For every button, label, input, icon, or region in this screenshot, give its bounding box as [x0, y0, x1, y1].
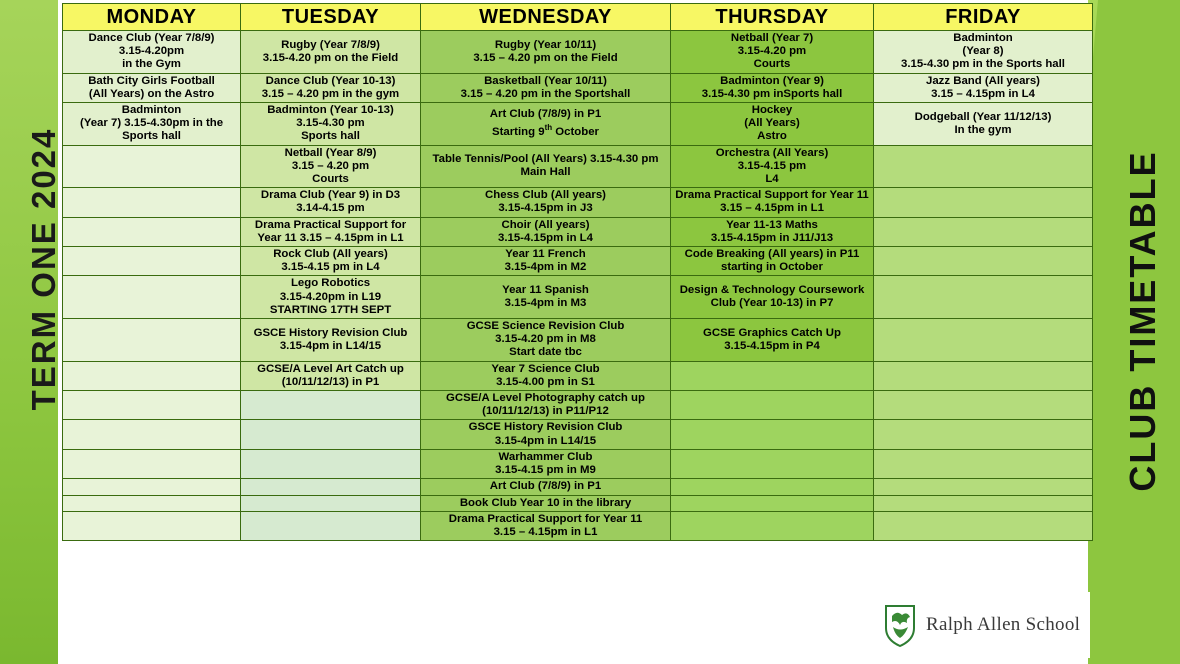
cell-thursday: Orchestra (All Years) 3.15-4.15 pm L4 [671, 145, 874, 188]
table-row [63, 276, 1093, 319]
table-row [63, 73, 1093, 102]
column-header-tuesday: TUESDAY [241, 4, 421, 31]
cell-friday [874, 247, 1093, 276]
cell-wednesday: Table Tennis/Pool (All Years) 3.15-4.30 pm Main Hall [421, 145, 671, 188]
cell-tuesday [241, 391, 421, 420]
table-row [63, 188, 1093, 217]
cell-tuesday: Drama Practical Support for Year 11 3.15 – 4.15pm in L1 [241, 217, 421, 246]
table-row [63, 103, 1093, 146]
cell-monday [63, 276, 241, 319]
term-title: TERM ONE 2024 [25, 127, 62, 411]
cell-thursday [671, 511, 874, 540]
cell-tuesday [241, 479, 421, 495]
cell-friday [874, 145, 1093, 188]
cell-wednesday: Year 11 French 3.15-4pm in M2 [421, 247, 671, 276]
cell-wednesday: GCSE/A Level Photography catch up (10/11/12/13) in P11/P12 [421, 391, 671, 420]
cell-thursday [671, 391, 874, 420]
cell-tuesday: Netball (Year 8/9) 3.15 – 4.20 pm Courts [241, 145, 421, 188]
cell-friday [874, 217, 1093, 246]
cell-monday: Dance Club (Year 7/8/9) 3.15-4.20pm in the Gym [63, 31, 241, 74]
column-header-thursday: THURSDAY [671, 4, 874, 31]
cell-wednesday: Art Club (7/8/9) in P1 Starting 9th October [421, 103, 671, 146]
school-name: Ralph Allen School [926, 614, 1081, 635]
table-row [63, 31, 1093, 74]
cell-friday [874, 276, 1093, 319]
cell-tuesday: Badminton (Year 10-13) 3.15-4.30 pm Sports hall [241, 103, 421, 146]
table-header-row [63, 4, 1093, 31]
cell-monday [63, 511, 241, 540]
cell-friday [874, 361, 1093, 390]
cell-monday [63, 217, 241, 246]
cell-friday [874, 449, 1093, 478]
cell-wednesday: GCSE Science Revision Club 3.15-4.20 pm in M8 Start date tbc [421, 319, 671, 362]
table-row [63, 247, 1093, 276]
cell-monday: Bath City Girls Football (All Years) on the Astro [63, 73, 241, 102]
table-row [63, 420, 1093, 449]
club-timetable [62, 3, 1093, 541]
cell-friday [874, 511, 1093, 540]
cell-tuesday [241, 449, 421, 478]
cell-thursday [671, 479, 874, 495]
cell-tuesday [241, 420, 421, 449]
cell-monday [63, 247, 241, 276]
table-row [63, 145, 1093, 188]
cell-monday [63, 361, 241, 390]
table-row [63, 449, 1093, 478]
table-row [63, 391, 1093, 420]
cell-tuesday: Drama Club (Year 9) in D3 3.14-4.15 pm [241, 188, 421, 217]
cell-thursday: Hockey (All Years) Astro [671, 103, 874, 146]
cell-monday [63, 420, 241, 449]
cell-tuesday [241, 511, 421, 540]
cell-wednesday: Year 7 Science Club 3.15-4.00 pm in S1 [421, 361, 671, 390]
cell-thursday [671, 449, 874, 478]
cell-monday [63, 188, 241, 217]
cell-wednesday: Book Club Year 10 in the library [421, 495, 671, 511]
cell-tuesday: Rock Club (All years) 3.15-4.15 pm in L4 [241, 247, 421, 276]
timetable-body [63, 31, 1093, 541]
table-row [63, 511, 1093, 540]
cell-friday [874, 391, 1093, 420]
column-header-monday: MONDAY [63, 4, 241, 31]
column-header-friday: FRIDAY [874, 4, 1093, 31]
cell-thursday: GCSE Graphics Catch Up 3.15-4.15pm in P4 [671, 319, 874, 362]
left-decorative-bar [0, 0, 62, 664]
cell-tuesday: GSCE History Revision Club 3.15-4pm in L14/15 [241, 319, 421, 362]
cell-thursday: Netball (Year 7) 3.15-4.20 pm Courts [671, 31, 874, 74]
timetable-container [62, 3, 1092, 541]
cell-thursday [671, 361, 874, 390]
cell-friday [874, 420, 1093, 449]
cell-thursday: Code Breaking (All years) in P11 starting in October [671, 247, 874, 276]
cell-thursday: Badminton (Year 9) 3.15-4.30 pm inSports hall [671, 73, 874, 102]
cell-wednesday: Chess Club (All years) 3.15-4.15pm in J3 [421, 188, 671, 217]
school-logo [872, 592, 1090, 658]
cell-wednesday: Warhammer Club 3.15-4.15 pm in M9 [421, 449, 671, 478]
cell-monday [63, 145, 241, 188]
cell-monday [63, 449, 241, 478]
cell-wednesday: GSCE History Revision Club 3.15-4pm in L14/15 [421, 420, 671, 449]
cell-thursday [671, 420, 874, 449]
cell-tuesday: GCSE/A Level Art Catch up (10/11/12/13) in P1 [241, 361, 421, 390]
cell-friday [874, 188, 1093, 217]
cell-friday: Badminton (Year 8) 3.15-4.30 pm in the Sports hall [874, 31, 1093, 74]
cell-wednesday: Art Club (7/8/9) in P1 [421, 479, 671, 495]
cell-thursday: Year 11-13 Maths 3.15-4.15pm in J11/J13 [671, 217, 874, 246]
cell-monday [63, 479, 241, 495]
column-header-wednesday: WEDNESDAY [421, 4, 671, 31]
cell-friday [874, 319, 1093, 362]
cell-monday [63, 319, 241, 362]
cell-thursday: Drama Practical Support for Year 11 3.15 – 4.15pm in L1 [671, 188, 874, 217]
right-decorative-bar [1088, 0, 1180, 664]
cell-monday: Badminton (Year 7) 3.15-4.30pm in the Sports hall [63, 103, 241, 146]
club-timetable-title: CLUB TIMETABLE [1122, 150, 1163, 492]
cell-wednesday: Rugby (Year 10/11) 3.15 – 4.20 pm on the Field [421, 31, 671, 74]
cell-tuesday [241, 495, 421, 511]
cell-wednesday: Drama Practical Support for Year 11 3.15 – 4.15pm in L1 [421, 511, 671, 540]
cell-thursday: Design & Technology Coursework Club (Year 10-13) in P7 [671, 276, 874, 319]
cell-thursday [671, 495, 874, 511]
table-row [63, 479, 1093, 495]
table-row [63, 217, 1093, 246]
table-row [63, 361, 1093, 390]
cell-tuesday: Dance Club (Year 10-13) 3.15 – 4.20 pm in the gym [241, 73, 421, 102]
cell-wednesday: Basketball (Year 10/11) 3.15 – 4.20 pm in the Sportshall [421, 73, 671, 102]
cell-tuesday: Rugby (Year 7/8/9) 3.15-4.20 pm on the Field [241, 31, 421, 74]
cell-friday: Dodgeball (Year 11/12/13) In the gym [874, 103, 1093, 146]
cell-monday [63, 495, 241, 511]
cell-friday: Jazz Band (All years) 3.15 – 4.15pm in L4 [874, 73, 1093, 102]
table-row [63, 495, 1093, 511]
table-row [63, 319, 1093, 362]
cell-monday [63, 391, 241, 420]
cell-wednesday: Year 11 Spanish 3.15-4pm in M3 [421, 276, 671, 319]
cell-wednesday: Choir (All years) 3.15-4.15pm in L4 [421, 217, 671, 246]
cell-tuesday: Lego Robotics 3.15-4.20pm in L19 STARTING 17TH SEPT [241, 276, 421, 319]
cell-friday [874, 495, 1093, 511]
dragon-crest-icon [880, 602, 920, 648]
cell-friday [874, 479, 1093, 495]
